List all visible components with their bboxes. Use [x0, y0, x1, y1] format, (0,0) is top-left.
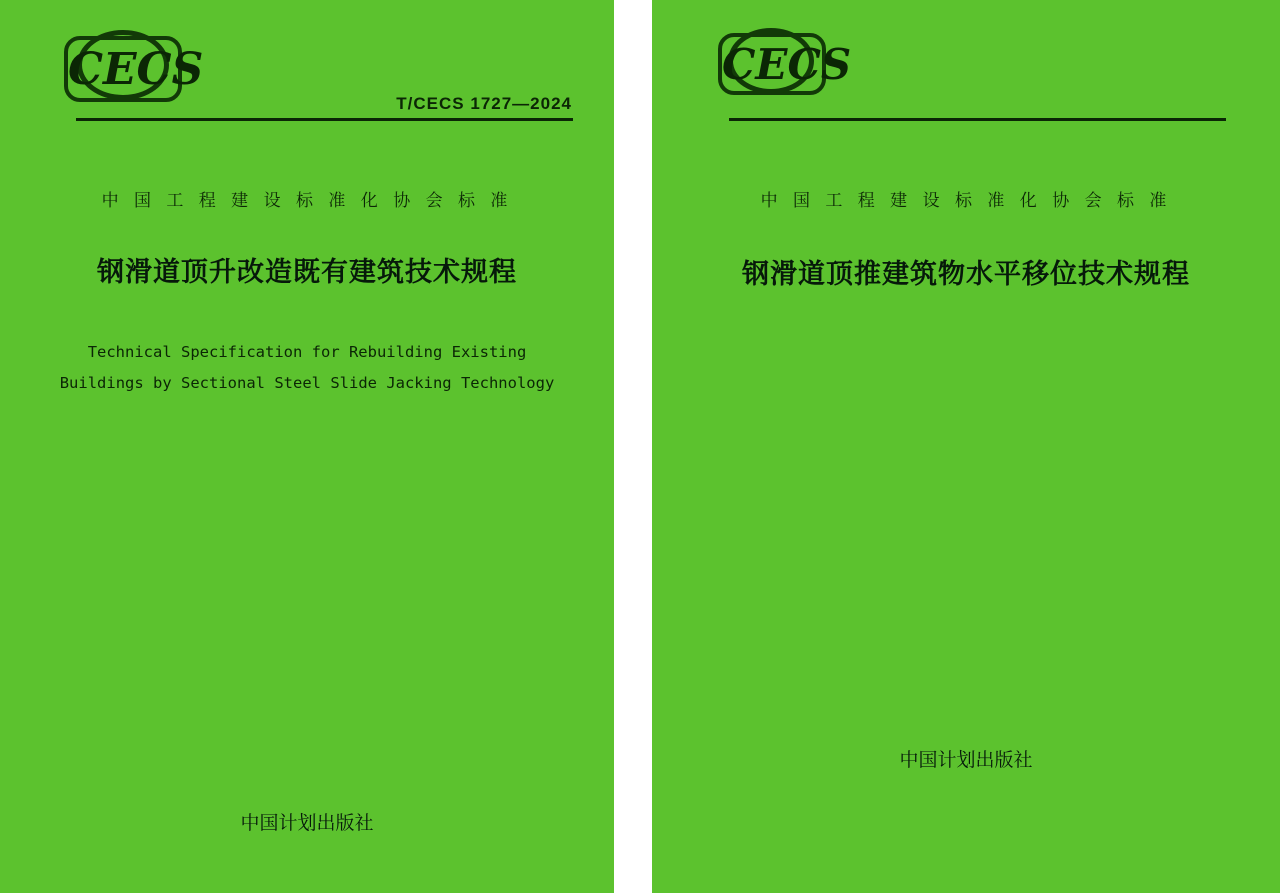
title-english: [0, 337, 614, 399]
page-title: 钢滑道顶升改造既有建筑技术规程: [97, 257, 517, 288]
spread-gutter: [614, 0, 652, 893]
cecs-logo-icon: CECS: [68, 44, 204, 95]
publisher-name: 中国计划出版社: [240, 812, 374, 834]
standard-number: T/CECS 1727—2024: [396, 94, 572, 113]
title-english-line-2: Buildings by Sectional Steel Slide Jacking Technology: [59, 374, 555, 392]
page-title: 钢滑道顶推建筑物水平移位技术规程: [742, 259, 1190, 290]
header-divider: [76, 118, 573, 121]
association-name: 中 国 工 程 建 设 标 准 化 协 会 标 准: [760, 191, 1172, 211]
right-book-cover: [652, 0, 1280, 893]
publisher-name: 中国计划出版社: [899, 749, 1033, 771]
left-book-cover: [0, 0, 614, 893]
association-name: 中 国 工 程 建 设 标 准 化 协 会 标 准: [101, 191, 513, 211]
title-english-line-1: Technical Specification for Rebuilding Existing: [87, 343, 527, 361]
cecs-logo-icon: CECS: [722, 40, 852, 89]
header-divider: [729, 118, 1226, 121]
